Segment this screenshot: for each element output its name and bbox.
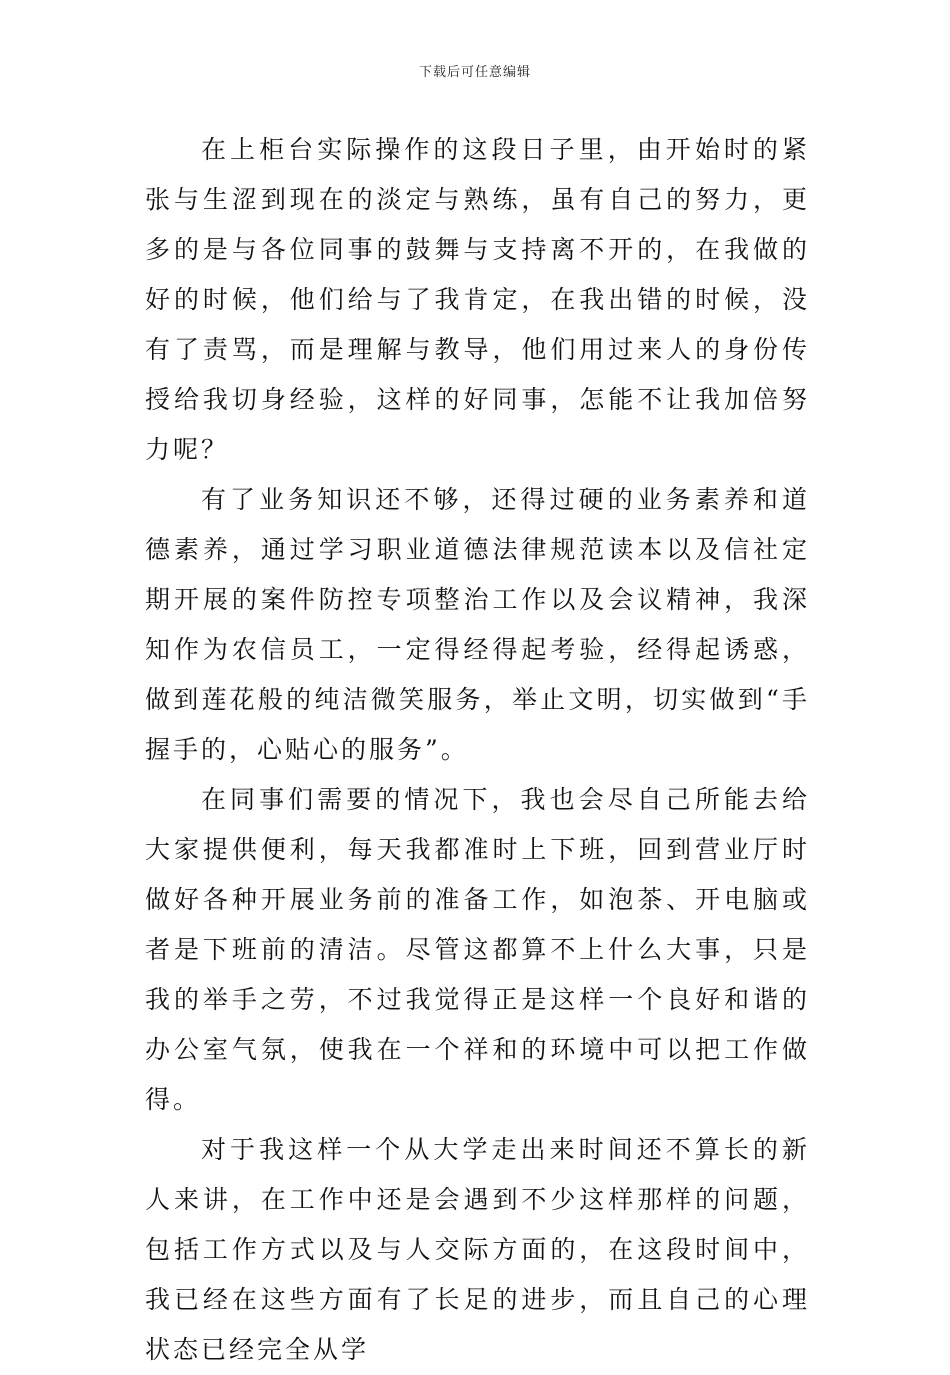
paragraph-4: 对于我这样一个从大学走出来时间还不算长的新人来讲，在工作中还是会遇到不少这样那样的问题，包括工作方式以及与人交际方面的，在这段时间中，我已经在这些方面有了长足的进步，而且自己的心理状态已经完全从学 [145, 1135, 810, 1364]
paragraph-2: 有了业务知识还不够，还得过硬的业务素养和道德素养，通过学习职业道德法律规范读本以及信社定期开展的案件防控专项整治工作以及会议精神，我深知作为农信员工，一定得经得起考验，经得起诱惑，做到莲花般的纯洁微笑服务，举止文明，切实做到“手握手的，心贴心的服务”。 [145, 485, 810, 764]
document-body [145, 125, 810, 1375]
paragraph-1: 在上柜台实际操作的这段日子里，由开始时的紧张与生涩到现在的淡定与熟练，虽有自己的努力，更多的是与各位同事的鼓舞与支持离不开的，在我做的好的时候，他们给与了我肯定，在我出错的时候，没有了责骂，而是理解与教导，他们用过来人的身份传授给我切身经验，这样的好同事，怎能不让我加倍努力呢？ [145, 135, 810, 464]
paragraph-3: 在同事们需要的情况下，我也会尽自己所能去给大家提供便利，每天我都准时上下班，回到营业厅时做好各种开展业务前的准备工作，如泡茶、开电脑或者是下班前的清洁。尽管这都算不上什么大事，只是我的举手之劳，不过我觉得正是这样一个良好和谐的办公室气氛，使我在一个祥和的环境中可以把工作做得。 [145, 785, 810, 1114]
header-note: 下载后可任意编辑 [418, 65, 531, 80]
